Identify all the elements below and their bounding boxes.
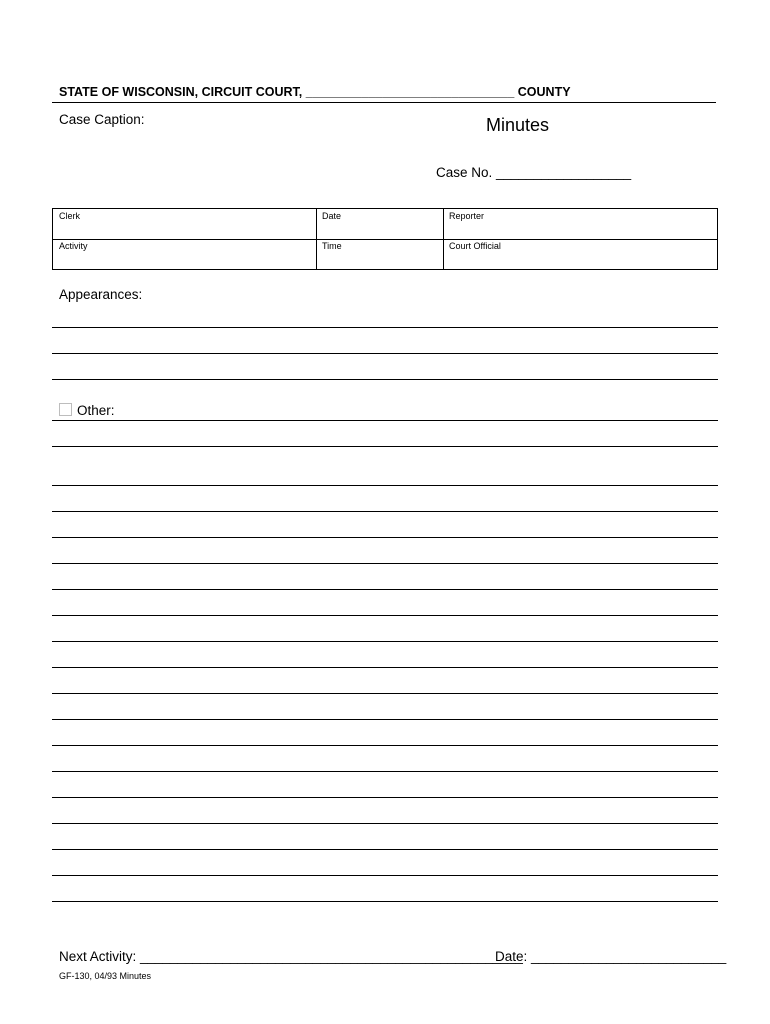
court-header: STATE OF WISCONSIN, CIRCUIT COURT, ______________________________ COUNTY <box>59 85 571 99</box>
time-cell[interactable] <box>316 239 443 269</box>
other-line[interactable] <box>52 446 718 447</box>
clerk-cell[interactable] <box>53 209 316 239</box>
case-info-table <box>52 208 718 270</box>
case-caption-label: Case Caption: <box>59 112 145 127</box>
other-line[interactable] <box>52 693 718 694</box>
clerk-label: Clerk <box>59 211 81 221</box>
appearances-line[interactable] <box>52 353 718 354</box>
date-label: Date <box>322 211 342 221</box>
other-line[interactable] <box>52 511 718 512</box>
appearances-line[interactable] <box>52 327 718 328</box>
other-line[interactable] <box>52 849 718 850</box>
other-line[interactable] <box>52 485 718 486</box>
other-line[interactable] <box>52 420 718 421</box>
reporter-cell[interactable] <box>443 209 717 239</box>
activity-cell[interactable] <box>53 239 316 269</box>
next-activity-date-field[interactable]: Date: __________________________ <box>495 949 727 964</box>
court-official-label: Court Official <box>449 241 501 251</box>
other-line[interactable] <box>52 615 718 616</box>
page-title: Minutes <box>486 115 550 135</box>
other-line[interactable] <box>52 797 718 798</box>
other-checkbox[interactable] <box>59 403 72 416</box>
other-line[interactable] <box>52 537 718 538</box>
activity-label: Activity <box>59 241 88 251</box>
time-label: Time <box>322 241 342 251</box>
other-label: Other: <box>77 403 115 418</box>
appearances-label: Appearances: <box>59 287 143 302</box>
court-official-cell[interactable] <box>443 239 717 269</box>
other-line[interactable] <box>52 563 718 564</box>
date-cell[interactable] <box>316 209 443 239</box>
other-line[interactable] <box>52 901 718 902</box>
case-number-field[interactable]: Case No. __________________ <box>436 165 632 180</box>
other-line[interactable] <box>52 719 718 720</box>
appearances-line[interactable] <box>52 379 718 380</box>
other-line[interactable] <box>52 875 718 876</box>
reporter-label: Reporter <box>449 211 485 221</box>
other-line[interactable] <box>52 667 718 668</box>
next-activity-field[interactable]: Next Activity: ___________________________________________________ <box>59 949 523 964</box>
form-id: GF-130, 04/93 Minutes <box>59 971 152 981</box>
other-line[interactable] <box>52 771 718 772</box>
header-rule <box>52 102 716 103</box>
other-line[interactable] <box>52 823 718 824</box>
other-line[interactable] <box>52 589 718 590</box>
other-line[interactable] <box>52 641 718 642</box>
other-line[interactable] <box>52 745 718 746</box>
